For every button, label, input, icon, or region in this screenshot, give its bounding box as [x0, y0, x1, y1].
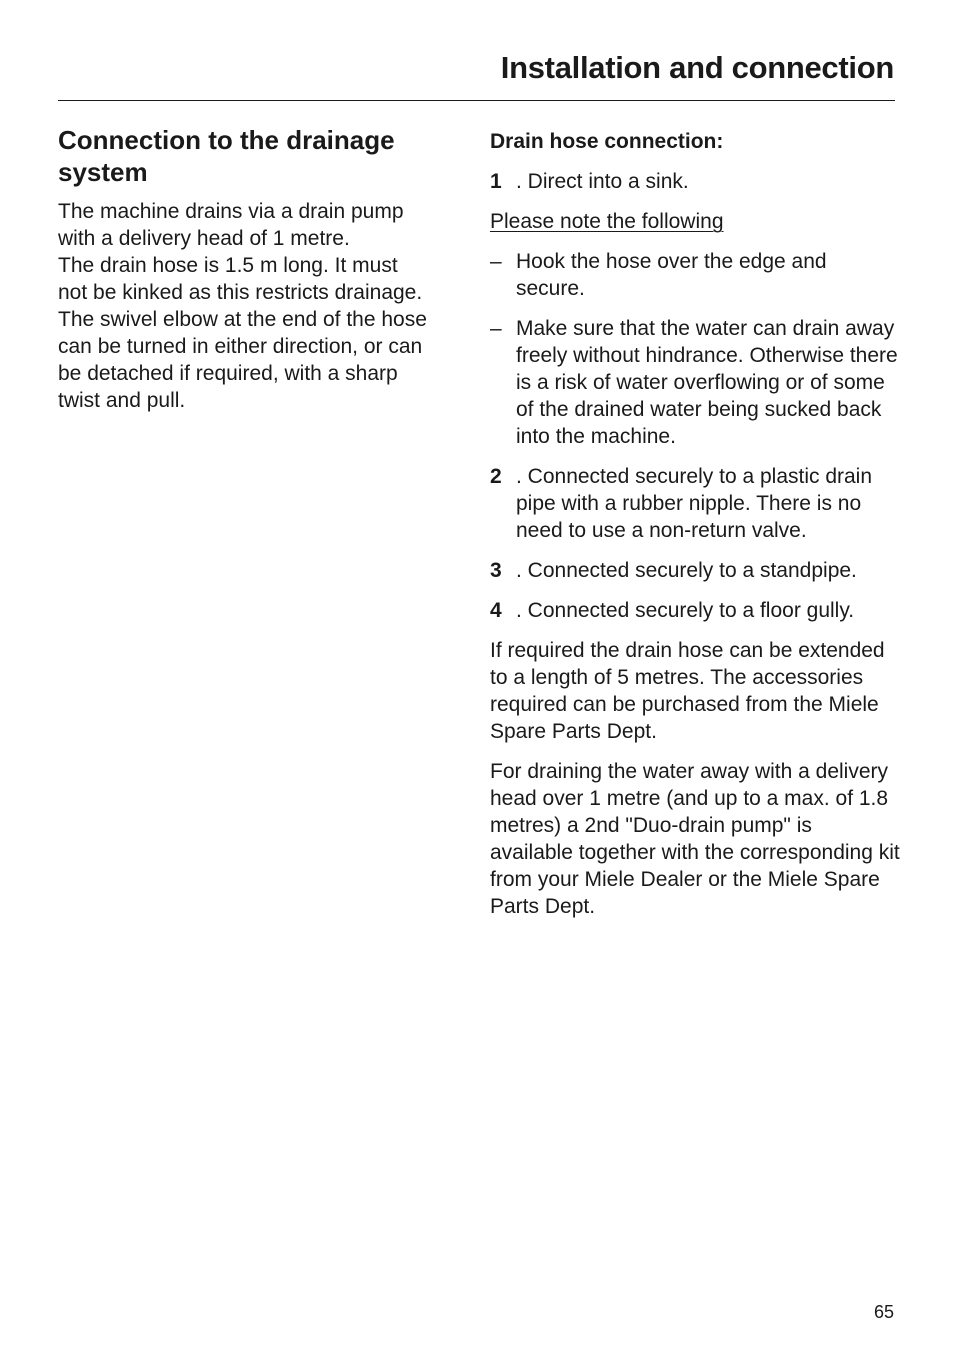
paragraph-line: The machine drains via a drain pump	[58, 200, 404, 223]
item-number: 1	[490, 170, 502, 193]
numbered-item	[490, 557, 900, 584]
page-title: Installation and connection	[500, 50, 894, 85]
bullet-item	[490, 315, 900, 450]
duo-drain-paragraph: For draining the water away with a delivery head over 1 metre (and up to a max. of 1.8 metres) a 2nd "Duo-drain pump" is available together with the corresponding kit from your Miele Dealer or the Miele Spare Parts Dept.	[490, 760, 900, 918]
bullet-text: Hook the hose over the edge and secure.	[516, 250, 827, 300]
right-column	[490, 128, 900, 933]
item-text: . Connected securely to a standpipe.	[516, 559, 857, 582]
item-number: 3	[490, 559, 502, 582]
page-number: 65	[873, 1302, 894, 1322]
note-heading: Please note the following	[490, 210, 724, 233]
paragraph-line: be detached if required, with a sharp	[58, 362, 398, 385]
drain-hose-subheading: Drain hose connection:	[490, 130, 724, 153]
numbered-item	[490, 597, 900, 624]
dash-marker: –	[490, 317, 502, 340]
paragraph-line: can be turned in either direction, or can	[58, 335, 423, 358]
numbered-item	[490, 168, 900, 195]
item-number: 2	[490, 465, 502, 488]
item-text: . Direct into a sink.	[516, 170, 689, 193]
item-number: 4	[490, 599, 502, 622]
bullet-text: Make sure that the water can drain away freely without hindrance. Otherwise there is a risk of water overflowing or of some of the drained water being sucked back into the machine.	[516, 317, 898, 448]
paragraph-line: The drain hose is 1.5 m long. It must	[58, 254, 398, 277]
numbered-item	[490, 463, 900, 544]
item-text: . Connected securely to a floor gully.	[516, 599, 855, 622]
paragraph-line: not be kinked as this restricts drainage.	[58, 281, 423, 304]
paragraph-line: The swivel elbow at the end of the hose	[58, 308, 427, 331]
header-divider	[58, 100, 895, 101]
drainage-paragraph	[58, 198, 468, 414]
extension-paragraph: If required the drain hose can be extended to a length of 5 metres. The accessories required can be purchased from the Miele Spare Parts Dept.	[490, 639, 885, 743]
left-column	[58, 124, 468, 414]
bullet-item	[490, 248, 900, 302]
section-heading: Connection to the drainage system	[58, 125, 395, 187]
item-text: . Connected securely to a plastic drain pipe with a rubber nipple. There is no need to use a non-return valve.	[516, 465, 873, 542]
paragraph-line: twist and pull.	[58, 389, 186, 412]
dash-marker: –	[490, 250, 502, 273]
paragraph-line: with a delivery head of 1 metre.	[58, 227, 350, 250]
